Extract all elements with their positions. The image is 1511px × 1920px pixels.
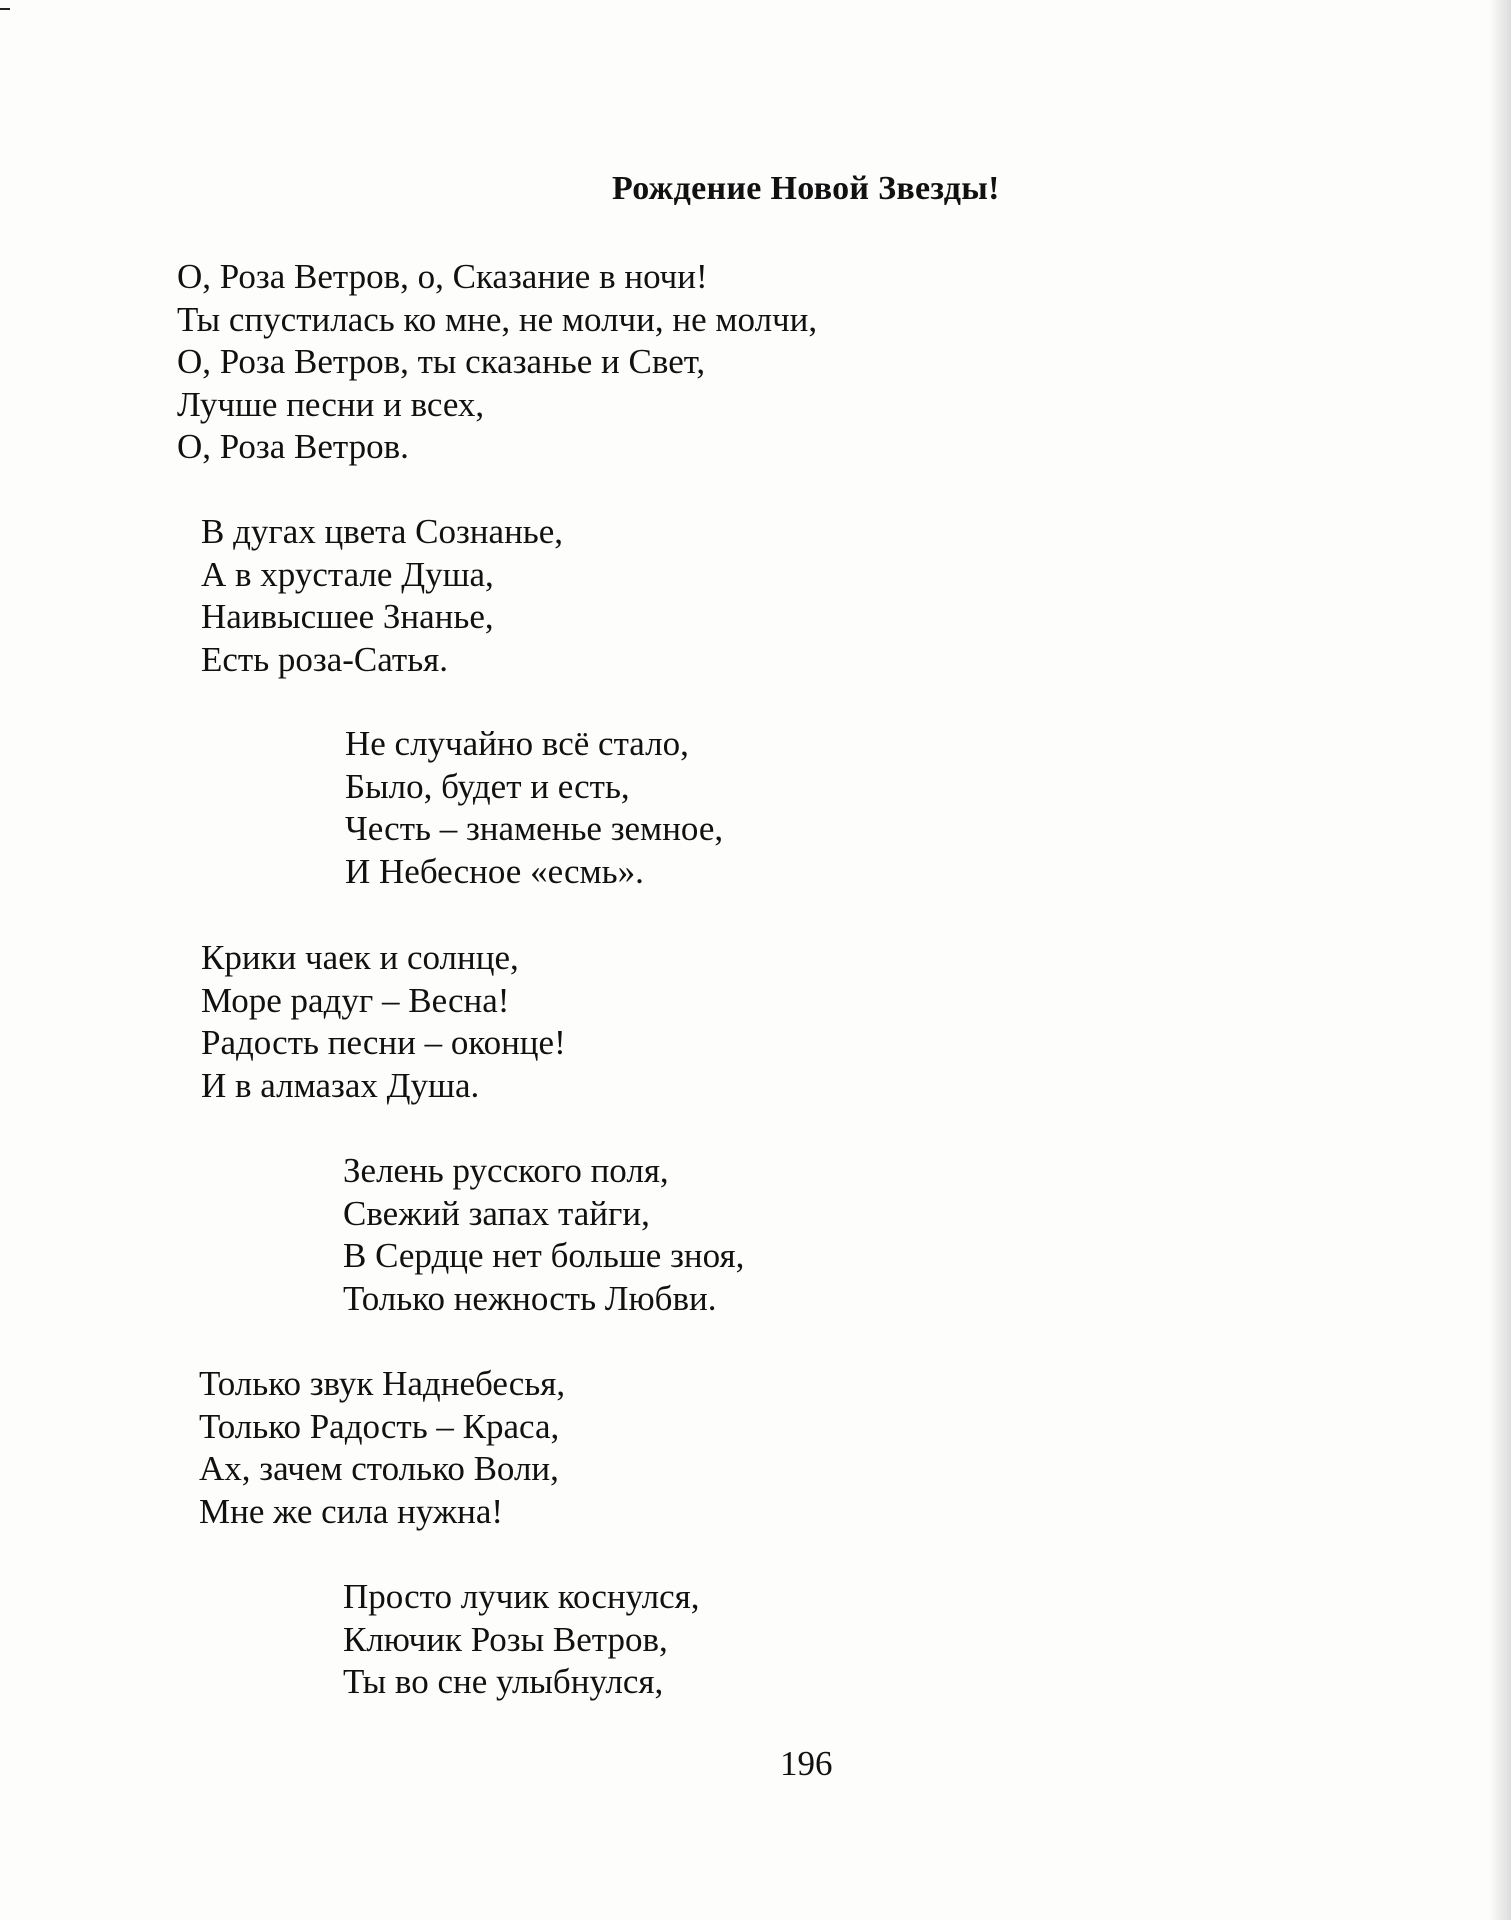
scan-edge-shadow <box>1489 0 1511 1920</box>
poem-line: Ты во сне улыбнулся, <box>343 1662 664 1702</box>
stanza-1 <box>177 256 817 469</box>
poem-line: Только Радость – Краса, <box>199 1406 560 1446</box>
stanza-4 <box>201 937 566 1107</box>
poem-line: Есть роза-Сатья. <box>201 639 449 679</box>
scan-corner-mark <box>0 8 10 10</box>
poem-line: Честь – знаменье земное, <box>345 809 724 849</box>
poem-line: О, Роза Ветров, о, Сказание в ночи! <box>177 257 708 296</box>
poem-line: О, Роза Ветров, ты сказанье и Свет, <box>177 342 706 382</box>
poem-line: Наивысшее Знанье, <box>201 597 494 637</box>
poem-line: Радость песни – оконце! <box>201 1023 566 1063</box>
poem-line: Зелень русского поля, <box>343 1151 669 1190</box>
poem-line: Просто лучик коснулся, <box>343 1577 700 1616</box>
stanza-2 <box>201 511 563 681</box>
poem-line: Ты спустилась ко мне, не молчи, не молчи, <box>177 299 818 339</box>
stanza-7 <box>343 1576 700 1704</box>
stanza-6 <box>199 1363 565 1533</box>
poem-title: Рождение Новой Звезды! <box>612 170 1000 207</box>
stanza-3 <box>345 723 723 893</box>
poem-line: В Сердце нет больше зноя, <box>343 1236 745 1276</box>
poem-line: И в алмазах Душа. <box>201 1065 480 1105</box>
page-number: 196 <box>780 1744 833 1783</box>
poem-line: О, Роза Ветров. <box>177 427 409 467</box>
poem-line: Только звук Наднебесья, <box>199 1364 566 1403</box>
poem-line: Было, будет и есть, <box>345 766 630 806</box>
poem-line: Не случайно всё стало, <box>345 724 689 763</box>
poem-line: Мне же сила нужна! <box>199 1491 504 1531</box>
poem-line: Ключик Розы Ветров, <box>343 1619 668 1659</box>
poem-line: В дугах цвета Сознанье, <box>201 512 564 551</box>
stanza-5 <box>343 1150 744 1320</box>
poem-line: Ах, зачем столько Воли, <box>199 1449 559 1489</box>
poem-line: Лучше песни и всех, <box>177 384 485 424</box>
poem-line: А в хрустале Душа, <box>201 554 494 594</box>
poem-line: Свежий запах тайги, <box>343 1193 650 1233</box>
poem-line: Море радуг – Весна! <box>201 980 510 1020</box>
poem-line: Только нежность Любви. <box>343 1278 717 1318</box>
poem-line: И Небесное «есмь». <box>345 851 644 891</box>
poem-line: Крики чаек и солнце, <box>201 938 519 977</box>
